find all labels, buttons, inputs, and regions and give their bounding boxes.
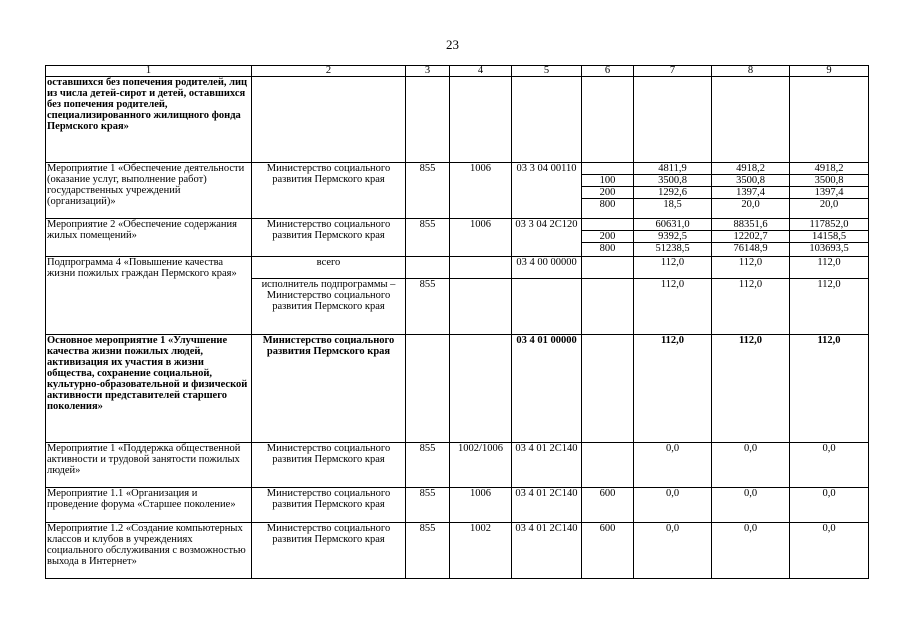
amount-value: 0,0 [822, 488, 836, 499]
grbs-code-cell: 855 [406, 488, 450, 523]
executor-cell: Министерство социального развития Пермского края [252, 488, 406, 523]
amount-value: 112,0 [660, 257, 685, 268]
amount-value: 600 [599, 488, 616, 499]
expense-type-cell [582, 257, 634, 279]
expense-type-cell [582, 523, 634, 579]
amount-value: 3500,8 [790, 174, 869, 186]
year-2-amount-cell [712, 163, 790, 219]
amount-value: 51238,5 [634, 242, 712, 254]
activity-name-cell: Мероприятие 1 «Поддержка общественной активности и трудовой занятости пожилых людей» [46, 443, 252, 488]
executor-cell: исполнитель подпрограммы – Министерство социального развития Пермского края [252, 279, 406, 335]
amount-value [582, 257, 634, 268]
target-article-cell: 03 4 01 2С140 [512, 443, 582, 488]
section-code-cell: 1002 [450, 523, 512, 579]
table-row [46, 443, 869, 488]
year-3-amount-cell [790, 443, 869, 488]
expense-type-cell [582, 163, 634, 219]
year-1-amount-cell [634, 279, 712, 335]
year-3-amount-cell [790, 163, 869, 219]
expense-type-cell [582, 219, 634, 257]
column-header: 5 [512, 66, 582, 77]
section-code-cell: 1006 [450, 163, 512, 219]
amount-value: 4918,2 [736, 163, 765, 174]
executor-cell: всего [252, 257, 406, 279]
amount-value [582, 163, 634, 174]
year-2-amount-cell [712, 335, 790, 443]
amount-value: 100 [582, 174, 634, 186]
amount-value: 112,0 [738, 257, 763, 268]
amount-value: 800 [582, 198, 634, 210]
expense-type-cell [582, 77, 634, 163]
amount-value: 1292,6 [634, 186, 712, 198]
activity-name-cell: Подпрограмма 4 «Повышение качества жизни пожилых граждан Пермского края» [46, 257, 252, 335]
grbs-code-cell [406, 257, 450, 279]
amount-value [582, 335, 634, 346]
amount-value: 1397,4 [790, 186, 869, 198]
year-1-amount-cell [634, 488, 712, 523]
activity-name-cell: Мероприятие 1 «Обеспечение деятельности (оказание услуг, выполнение работ) государственных учреждений (организаций)» [46, 163, 252, 219]
year-1-amount-cell [634, 443, 712, 488]
executor-cell: Министерство социального развития Пермского края [252, 443, 406, 488]
year-3-amount-cell [790, 488, 869, 523]
section-code-cell [450, 77, 512, 163]
year-1-amount-cell [634, 523, 712, 579]
expense-type-cell [582, 488, 634, 523]
grbs-code-cell: 855 [406, 279, 450, 335]
amount-value: 12202,7 [712, 230, 790, 242]
column-header: 7 [634, 66, 712, 77]
executor-cell [252, 77, 406, 163]
table-row [46, 523, 869, 579]
target-article-cell [512, 77, 582, 163]
amount-value: 112,0 [660, 279, 685, 290]
amount-value: 200 [582, 186, 634, 198]
activity-name-cell: Основное мероприятие 1 «Улучшение качества жизни пожилых людей, активизация их участия в жизни общества, сохранение социальной, культурно-образовательной и физической активности представителей старшего поколения» [46, 335, 252, 443]
year-1-amount-cell [634, 219, 712, 257]
target-article-cell: 03 4 01 2С140 [512, 523, 582, 579]
amount-value: 600 [599, 523, 616, 534]
table-row [46, 257, 869, 279]
budget-table [45, 65, 869, 579]
section-code-cell: 1006 [450, 488, 512, 523]
year-1-amount-cell [634, 257, 712, 279]
amount-value: 0,0 [665, 523, 680, 534]
year-2-amount-cell [712, 219, 790, 257]
amount-value: 76148,9 [712, 242, 790, 254]
year-1-amount-cell [634, 163, 712, 219]
table-row [46, 77, 869, 163]
column-header: 3 [406, 66, 450, 77]
year-3-amount-cell [790, 257, 869, 279]
amount-value: 1397,4 [712, 186, 790, 198]
section-code-cell [450, 257, 512, 279]
table-row [46, 335, 869, 443]
year-3-amount-cell [790, 335, 869, 443]
amount-value: 0,0 [665, 443, 680, 454]
amount-value: 0,0 [822, 443, 836, 454]
year-2-amount-cell [712, 257, 790, 279]
column-number-row [46, 66, 869, 77]
year-3-amount-cell [790, 523, 869, 579]
year-3-amount-cell [790, 279, 869, 335]
amount-value: 800 [582, 242, 634, 254]
amount-value: 14158,5 [790, 230, 869, 242]
expense-type-cell [582, 279, 634, 335]
amount-value: 4811,9 [658, 163, 687, 174]
amount-value: 88351,6 [733, 219, 768, 230]
grbs-code-cell [406, 335, 450, 443]
year-3-amount-cell [790, 77, 869, 163]
amount-value: 4918,2 [814, 163, 844, 174]
grbs-code-cell [406, 77, 450, 163]
amount-value: 112,0 [738, 279, 763, 290]
amount-value: 112,0 [817, 335, 841, 346]
expense-type-cell [582, 443, 634, 488]
amount-value: 18,5 [634, 198, 712, 210]
amount-value: 112,0 [817, 279, 841, 290]
column-header: 9 [790, 66, 869, 77]
amount-value: 0,0 [743, 443, 758, 454]
table-row [46, 488, 869, 523]
grbs-code-cell: 855 [406, 523, 450, 579]
table-row [46, 163, 869, 219]
year-3-amount-cell [790, 219, 869, 257]
amount-value: 0,0 [822, 523, 836, 534]
amount-value: 60631,0 [655, 219, 690, 230]
grbs-code-cell: 855 [406, 219, 450, 257]
table-row [46, 219, 869, 257]
section-code-cell [450, 279, 512, 335]
column-header: 1 [46, 66, 252, 77]
column-header: 2 [252, 66, 406, 77]
target-article-cell: 03 4 01 00000 [512, 335, 582, 443]
amount-value [582, 279, 634, 290]
amount-value: 20,0 [790, 198, 869, 210]
executor-cell: Министерство социального развития Пермского края [252, 219, 406, 257]
executor-cell: Министерство социального развития Пермского края [252, 163, 406, 219]
target-article-cell: 03 4 00 00000 [512, 257, 582, 279]
amount-value: 112,0 [660, 335, 685, 346]
year-2-amount-cell [712, 488, 790, 523]
year-2-amount-cell [712, 523, 790, 579]
target-article-cell: 03 3 04 2С120 [512, 219, 582, 257]
column-header: 6 [582, 66, 634, 77]
amount-value: 112,0 [738, 335, 763, 346]
amount-value: 0,0 [743, 488, 758, 499]
target-article-cell [512, 279, 582, 335]
column-header: 4 [450, 66, 512, 77]
year-1-amount-cell [634, 335, 712, 443]
activity-name-cell: Мероприятие 1.1 «Организация и проведение форума «Старшее поколение» [46, 488, 252, 523]
amount-value: 112,0 [817, 257, 841, 268]
expense-type-cell [582, 335, 634, 443]
activity-name-cell: Мероприятие 1.2 «Создание компьютерных классов и клубов в учреждениях социального обслуживания с возможностью выхода в Интернет» [46, 523, 252, 579]
executor-cell: Министерство социального развития Пермского края [252, 335, 406, 443]
target-article-cell: 03 3 04 00110 [512, 163, 582, 219]
amount-value [582, 219, 634, 230]
column-header: 8 [712, 66, 790, 77]
amount-value: 200 [582, 230, 634, 242]
year-2-amount-cell [712, 77, 790, 163]
amount-value: 103693,5 [790, 242, 869, 254]
activity-name-cell: Мероприятие 2 «Обеспечение содержания жилых помещений» [46, 219, 252, 257]
page-number: 23 [446, 37, 459, 52]
amount-value: 0,0 [743, 523, 758, 534]
activity-name-cell: оставшихся без попечения родителей, лиц из числа детей-сирот и детей, оставшихся без попечения родителей, специализированного жилищного фонда Пермского края» [46, 77, 252, 163]
section-code-cell: 1002/1006 [450, 443, 512, 488]
amount-value: 117852,0 [809, 219, 849, 230]
amount-value: 9392,5 [634, 230, 712, 242]
amount-value: 3500,8 [712, 174, 790, 186]
amount-value [582, 443, 634, 454]
section-code-cell: 1006 [450, 219, 512, 257]
amount-value: 3500,8 [634, 174, 712, 186]
year-2-amount-cell [712, 279, 790, 335]
amount-value: 0,0 [665, 488, 680, 499]
year-1-amount-cell [634, 77, 712, 163]
target-article-cell: 03 4 01 2С140 [512, 488, 582, 523]
year-2-amount-cell [712, 443, 790, 488]
amount-value: 20,0 [712, 198, 790, 210]
grbs-code-cell: 855 [406, 163, 450, 219]
section-code-cell [450, 335, 512, 443]
grbs-code-cell: 855 [406, 443, 450, 488]
executor-cell: Министерство социального развития Пермского края [252, 523, 406, 579]
table-body [46, 77, 869, 579]
